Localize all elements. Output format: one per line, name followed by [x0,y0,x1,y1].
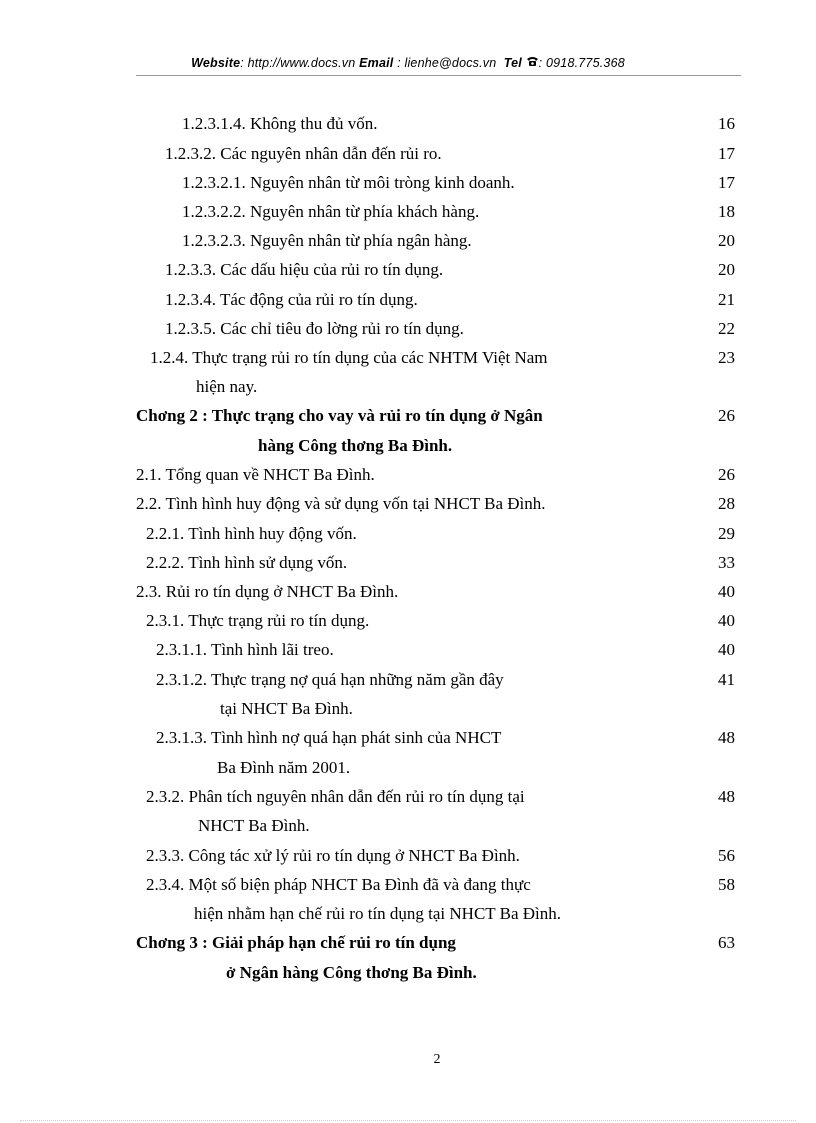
toc-entry-page: 29 [718,524,735,543]
toc-entry-page: 26 [718,465,735,484]
toc-entry-continuation: Ba Đình năm 2001. [217,758,351,777]
toc-entry-text: 1.2.3.2.3. Nguyên nhân từ phía ngân hàng. [182,231,472,250]
page-number: 2 [433,1052,441,1067]
toc-entry-text: 2.3.2. Phân tích nguyên nhân dẫn đến rủi ro tín dụng tại [146,787,525,806]
toc-entry-page: 48 [718,728,735,747]
toc-entry-page: 40 [718,640,735,659]
toc-chapter-continuation: ở Ngân hàng Công thơng Ba Đình. [226,963,477,982]
email-label: Email [359,56,394,70]
toc-entry-page: 33 [718,553,735,572]
toc-entry-page: 21 [718,290,735,309]
tel-label: Tel [503,56,522,70]
toc-entry-text: 2.2.1. Tình hình huy động vốn. [146,524,357,543]
toc-entry-page: 17 [718,144,735,163]
toc-entry-page: 20 [718,231,735,250]
toc-entry-page: 63 [718,933,735,952]
toc-entry-continuation: NHCT Ba Đình. [198,816,310,835]
toc-entry-text: 2.2. Tình hình huy động và sử dụng vốn tại NHCT Ba Đình. [136,494,546,513]
toc-entry-text: 1.2.4. Thực trạng rủi ro tín dụng của các NHTM Việt Nam [150,348,548,367]
toc-entry-text: 1.2.3.4. Tác động của rủi ro tín dụng. [165,290,418,309]
toc-entry-text: 2.3.1.1. Tình hình lãi treo. [156,640,334,659]
website-value: : http://www.docs.vn [240,56,356,70]
toc-entry-page: 22 [718,319,735,338]
toc-entry-text: 1.2.3.2. Các nguyên nhân dẫn đến rủi ro. [165,144,442,163]
toc-entry-page: 17 [718,173,735,192]
toc-chapter-title: Chơng 3 : Giải pháp hạn chế rủi ro tín dụng [136,933,456,952]
footer-dotted-rule [20,1120,796,1121]
toc-entry-text: 2.3.4. Một số biện pháp NHCT Ba Đình đã và đang thực [146,875,531,894]
toc-entry-page: 58 [718,875,735,894]
toc-entry-text: 2.2.2. Tình hình sử dụng vốn. [146,553,348,572]
toc-entry-text: 2.3. Rủi ro tín dụng ở NHCT Ba Đình. [136,582,399,601]
toc-entry-text: 1.2.3.2.2. Nguyên nhân từ phía khách hàng. [182,202,480,221]
toc-entry-page: 56 [718,846,735,865]
website-label: Website [191,56,241,70]
toc-chapter-continuation: hàng Công thơng Ba Đình. [258,436,453,455]
toc-entry-text: 2.3.1.3. Tình hình nợ quá hạn phát sinh của NHCT [156,728,502,747]
toc-entry-page: 26 [718,406,735,425]
toc-entry-continuation: hiện nhằm hạn chế rủi ro tín dụng tại NHCT Ba Đình. [194,904,562,923]
toc-entry-page: 28 [718,494,735,513]
toc-entry-text: 2.1. Tổng quan về NHCT Ba Đình. [136,465,375,484]
email-value: : lienhe@docs.vn [393,56,497,70]
toc-entry-page: 23 [718,348,735,367]
toc-entry-text: 2.3.1. Thực trạng rủi ro tín dụng. [146,611,370,630]
toc-entry-continuation: tại NHCT Ba Đình. [220,699,353,718]
toc-entry-text: 2.3.3. Công tác xử lý rủi ro tín dụng ở NHCT Ba Đình. [146,846,520,865]
toc-entry-continuation: hiện nay. [196,377,258,396]
toc-entry-page: 40 [718,611,735,630]
toc-entry-page: 20 [718,260,735,279]
toc-entry-text: 2.3.1.2. Thực trạng nợ quá hạn những năm gần đây [156,670,504,689]
tel-value: : 0918.775.368 [538,56,625,70]
toc-entry-text: 1.2.3.5. Các chỉ tiêu đo lờng rủi ro tín dụng. [165,319,464,338]
toc-entry-page: 48 [718,787,735,806]
toc-entry-page: 18 [718,202,735,221]
toc-entry-text: 1.2.3.2.1. Nguyên nhân từ môi tròng kinh doanh. [182,173,515,192]
toc-chapter-title: Chơng 2 : Thực trạng cho vay và rủi ro tín dụng ở Ngân [136,406,543,425]
toc-entry-page: 40 [718,582,735,601]
toc-entry-text: 1.2.3.1.4. Không thu đủ vốn. [182,114,378,133]
toc-entry-page: 16 [718,114,735,133]
toc-entry-text: 1.2.3.3. Các dấu hiệu của rủi ro tín dụng. [165,260,444,279]
toc-entry-page: 41 [718,670,735,689]
